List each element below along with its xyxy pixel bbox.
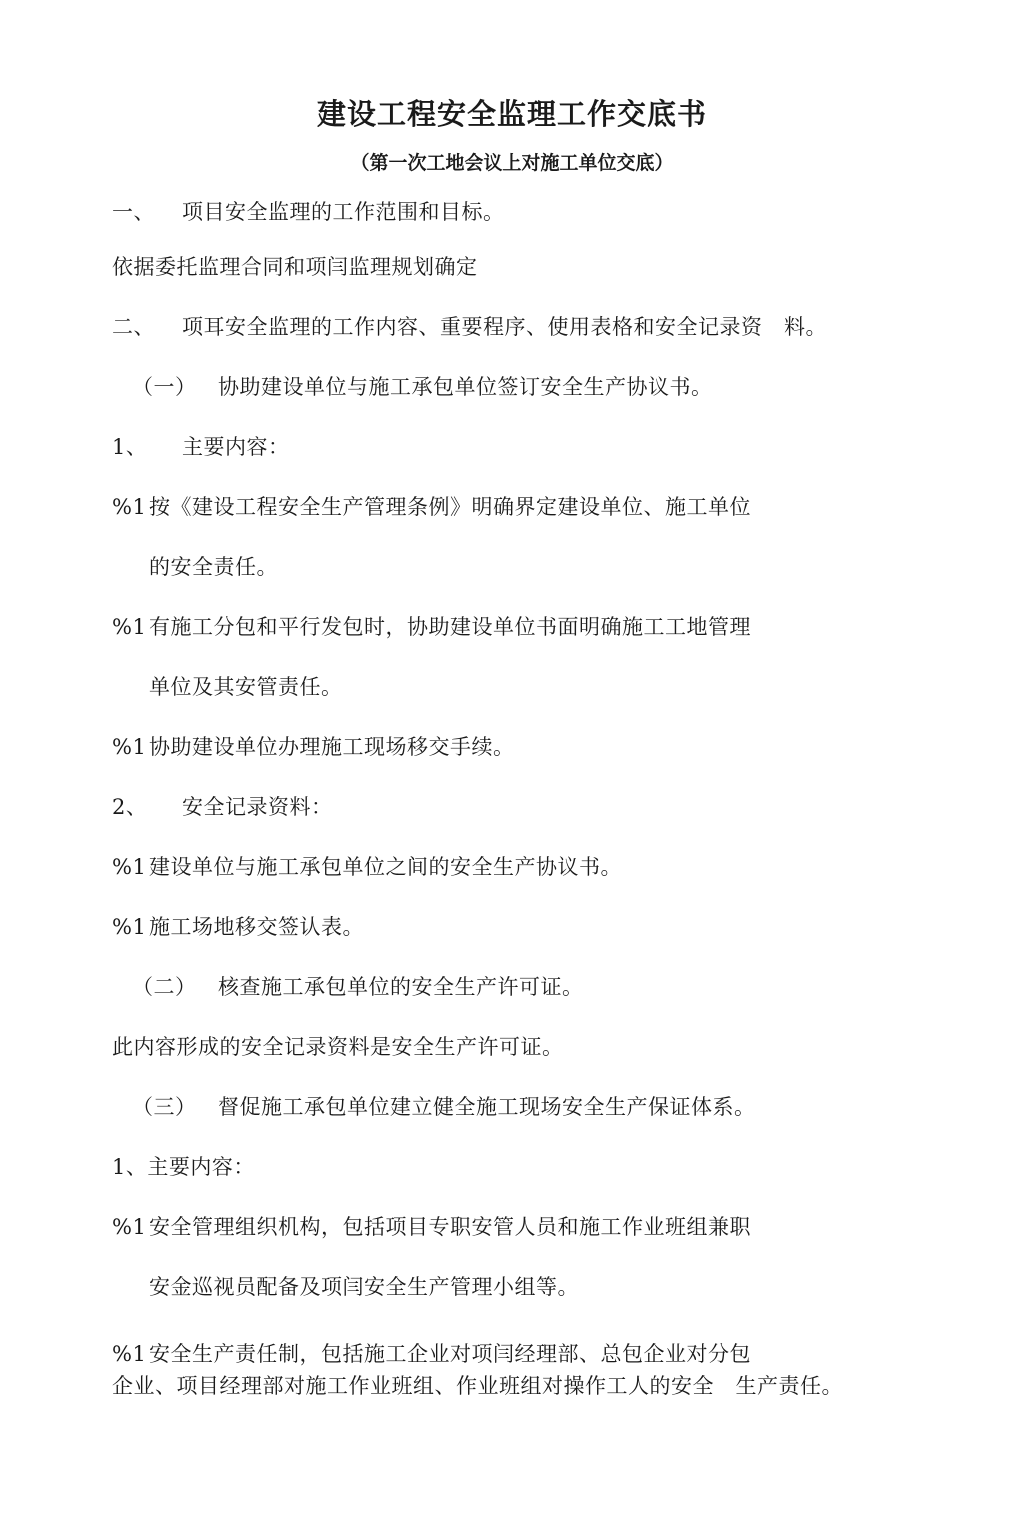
document-title: 建设工程安全监理工作交底书 (316, 97, 707, 131)
item-1-marker: 1、 (112, 435, 148, 459)
list-item (112, 733, 515, 761)
bullet-text: 按《建设工程安全生产管理条例》明确界定建设单位、施工单位 (149, 495, 751, 519)
bullet-text: 安全管理组织机构，包括项目专职安管人员和施工作业班组兼职 (149, 1215, 751, 1239)
item-2-text: 安全记录资料： (182, 795, 333, 819)
bullet-marker: %1 (112, 855, 147, 879)
item-2-heading (112, 793, 333, 821)
subsection-2-heading (132, 973, 584, 1001)
item-2-marker: 2、 (112, 795, 148, 819)
subsection-3-marker: （三） (132, 1095, 197, 1119)
bullet-continuation: 企业、项目经理部对施工作业班组、作业班组对操作工人的安全 生产责任。 (112, 1374, 843, 1398)
section-1-marker: 一、 (112, 200, 155, 224)
list-item (112, 853, 622, 881)
bullet-marker: %1 (112, 915, 147, 939)
list-item (112, 493, 751, 521)
section-1-heading (112, 198, 505, 226)
section-2-text: 项耳安全监理的工作内容、重要程序、使用表格和安全记录资 料。 (182, 315, 827, 339)
bullet-text: 施工场地移交签认表。 (149, 915, 364, 939)
section-2-marker: 二、 (112, 315, 155, 339)
bullet-text: 安全生产责任制，包括施工企业对项闫经理部、总包企业对分包 (149, 1342, 751, 1366)
bullet-marker: %1 (112, 1342, 147, 1366)
bullet-marker: %1 (112, 735, 147, 759)
document-subtitle: （第一次工地会议上对施工单位交底） (350, 152, 674, 174)
list-item (112, 1213, 751, 1241)
item-3-heading: 1、主要内容： (112, 1155, 255, 1179)
item-1-text: 主要内容： (182, 435, 290, 459)
list-item (112, 913, 364, 941)
subsection-3-heading (132, 1093, 756, 1121)
bullet-text: 建设单位与施工承包单位之间的安全生产协议书。 (149, 855, 622, 879)
subsection-1-marker: （一） (132, 375, 197, 399)
list-item (112, 613, 751, 641)
section-2-heading (112, 313, 827, 341)
bullet-continuation: 安金巡视员配备及项闫安全生产管理小组等。 (149, 1275, 579, 1299)
bullet-marker: %1 (112, 495, 147, 519)
subsection-3-text: 督促施工承包单位建立健全施工现场安全生产保证体系。 (218, 1095, 756, 1119)
section-1-body: 依据委托监理合同和项闫监理规划确定 (112, 255, 478, 279)
bullet-continuation: 单位及其安管责任。 (149, 675, 343, 699)
subsection-2-text: 核查施工承包单位的安全生产许可证。 (218, 975, 584, 999)
bullet-marker: %1 (112, 1215, 147, 1239)
bullet-continuation: 的安全责任。 (149, 555, 278, 579)
bullet-text: 有施工分包和平行发包时，协助建设单位书面明确施工工地管理 (149, 615, 751, 639)
bullet-text: 协助建设单位办理施工现场移交手续。 (149, 735, 515, 759)
section-1-text: 项目安全监理的工作范围和目标。 (182, 200, 505, 224)
subsection-1-heading (132, 373, 713, 401)
subsection-2-marker: （二） (132, 975, 197, 999)
item-1-heading (112, 433, 290, 461)
list-item (112, 1340, 751, 1368)
subsection-1-text: 协助建设单位与施工承包单位签订安全生产协议书。 (218, 375, 713, 399)
subsection-2-body: 此内容形成的安全记录资料是安全生产许可证。 (112, 1035, 564, 1059)
bullet-marker: %1 (112, 615, 147, 639)
